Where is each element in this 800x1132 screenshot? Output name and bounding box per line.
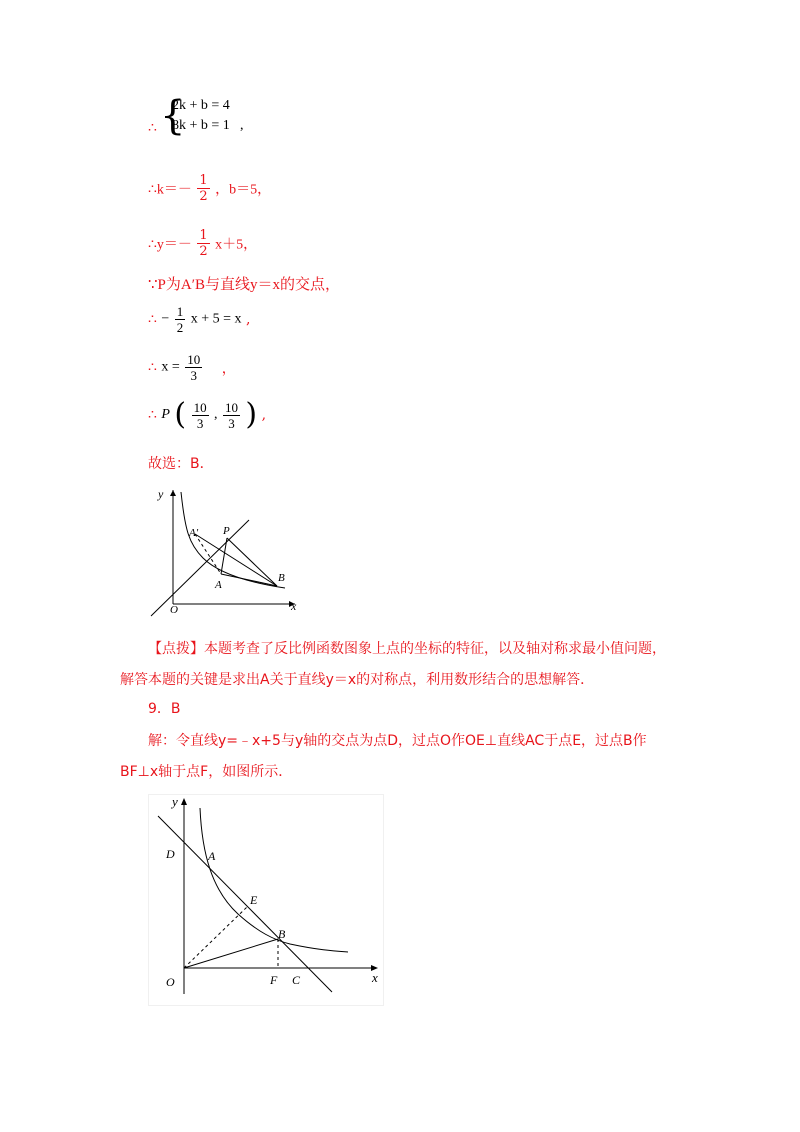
fraction-denominator: 2: [199, 189, 208, 204]
solve-b-suffix: ，b＝5，: [215, 182, 272, 198]
label-d: D: [166, 847, 175, 861]
x-value: [148, 353, 236, 382]
equation-x: [148, 305, 250, 334]
segment-a-prime-b: [195, 534, 277, 586]
label-a: A: [208, 849, 216, 863]
point-p: [148, 397, 267, 432]
comma: ,: [214, 407, 218, 422]
label-o: O: [170, 604, 178, 616]
therefore-symbol: ∴: [148, 407, 157, 423]
dashed-o-e: [184, 906, 248, 968]
hint-text-1: 本题考查了反比例函数图象上点的坐标的特征，以及轴对称求最小值问题，: [204, 641, 666, 657]
left-paren: (: [174, 397, 187, 432]
equation-trail: ,: [240, 118, 244, 133]
hyperbola-curve: [181, 492, 285, 588]
segment-p-b: [227, 538, 277, 586]
label-b: B: [278, 572, 285, 584]
fraction-numerator: 10: [193, 399, 207, 415]
solve-k-prefix: ∴k＝－: [148, 182, 192, 198]
right-paren: ): [245, 397, 258, 432]
label-f: F: [270, 973, 278, 987]
segment-o-b: [184, 939, 278, 968]
line-y-equals-x: [151, 520, 249, 616]
fraction-numerator: 1: [199, 228, 208, 243]
label-c: C: [292, 973, 301, 987]
solve-k-fraction: [197, 174, 209, 203]
solve-y-suffix: x＋5，: [215, 237, 258, 253]
hint-line-2: 解答本题的关键是求出A关于直线y＝x的对称点，利用数形结合的思想解答．: [120, 672, 595, 688]
solve-y: [148, 229, 257, 258]
label-y: y: [158, 487, 164, 501]
fraction-numerator: 1: [199, 173, 208, 188]
fraction-denominator: 2: [176, 320, 184, 335]
label-y: y: [172, 794, 178, 809]
q9-solution-line-1: 解：令直线y=﹣x+5与y轴的交点为点D，过点O作OE⊥直线AC于点E，过点B作: [148, 733, 647, 749]
label-o: O: [166, 975, 175, 989]
point-p-trail: ,: [261, 407, 267, 423]
x-lhs: x =: [161, 359, 180, 375]
answer-line: 故选：B．: [148, 456, 214, 472]
minus-sign: −: [161, 311, 170, 327]
label-b: B: [278, 927, 286, 941]
fraction-numerator: 10: [187, 352, 201, 367]
q9-number: 9．B: [148, 701, 181, 717]
x-fraction: [185, 353, 202, 382]
label-x: x: [291, 599, 297, 613]
fraction-denominator: 3: [190, 368, 197, 383]
segment-a-b: [221, 574, 277, 586]
label-e: E: [250, 893, 258, 907]
point-p-y-fraction: [223, 401, 240, 430]
label-x: x: [372, 970, 378, 985]
fraction-numerator: 1: [176, 304, 184, 319]
because-line: ∵P为A′B与直线y＝x的交点，: [148, 277, 341, 293]
equation-2: 8k + b = 1: [172, 118, 230, 133]
hint-tag: 【点拨】: [148, 641, 204, 657]
hyperbola-curve: [200, 808, 348, 952]
figure-1: [145, 482, 315, 618]
label-a-prime: A′: [189, 527, 199, 539]
fraction-denominator: 2: [199, 244, 208, 259]
fraction-denominator: 3: [196, 415, 204, 431]
hint-line-1: [148, 638, 666, 658]
solve-k-b: [148, 174, 271, 203]
point-p-name: P: [161, 407, 170, 422]
solve-y-fraction: [197, 229, 209, 258]
y-axis-arrow: [170, 490, 176, 496]
left-brace: {: [160, 93, 186, 139]
therefore-symbol: ∴: [148, 120, 157, 136]
y-axis-arrow: [181, 798, 187, 805]
therefore-symbol: ∴: [148, 359, 157, 376]
equation-1: 2k + b = 4: [172, 98, 230, 113]
label-a: A: [215, 579, 222, 591]
label-p: P: [223, 525, 230, 537]
segment-a-p: [221, 538, 227, 574]
point-p-x-fraction: [192, 401, 209, 430]
fraction-denominator: 3: [228, 415, 235, 431]
equation-x-rest: x + 5 = x: [190, 311, 242, 327]
x-value-trail: ，: [221, 360, 236, 377]
fraction-numerator: 10: [224, 399, 238, 415]
equation-x-trail: ,: [245, 311, 251, 328]
solve-y-prefix: ∴y＝－: [148, 237, 192, 253]
therefore-symbol: ∴: [148, 311, 157, 328]
q9-solution-line-2: BF⊥x轴于点F，如图所示．: [120, 764, 293, 780]
equation-x-fraction: [175, 305, 186, 334]
figure-2: [148, 794, 384, 1006]
